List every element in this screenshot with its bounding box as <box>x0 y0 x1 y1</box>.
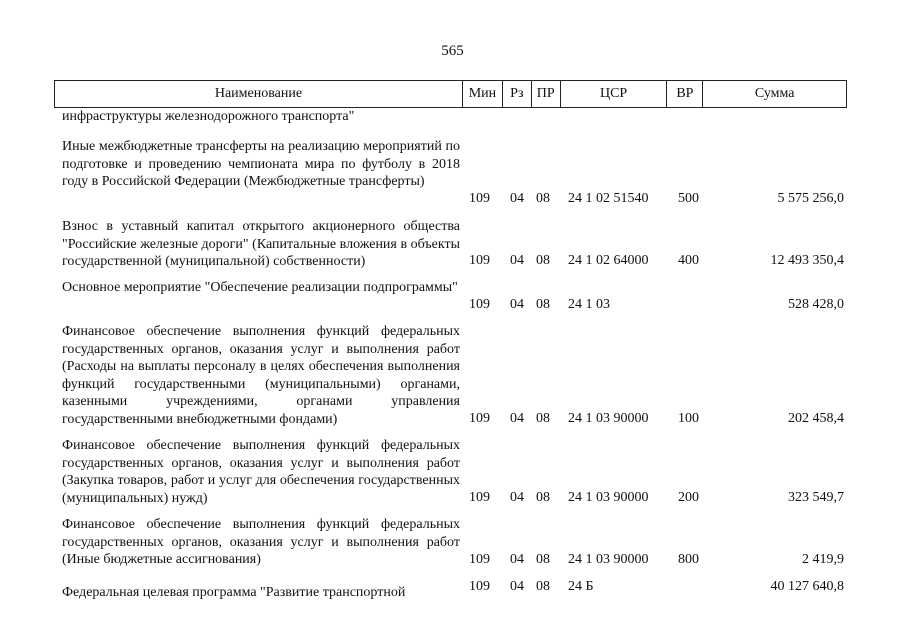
table-header <box>54 80 847 108</box>
row-csr: 24 1 02 51540 <box>568 191 649 206</box>
row-pr: 08 <box>536 579 550 594</box>
row-name: инфраструктуры железнодорожного транспорта" <box>62 109 355 124</box>
row-sum: 528 428,0 <box>788 297 844 312</box>
row-csr: 24 1 02 64000 <box>568 253 649 268</box>
row-min: 109 <box>469 490 490 505</box>
row-rz: 04 <box>510 411 524 426</box>
row-pr: 08 <box>536 253 550 268</box>
row-name: Взнос в уставный капитал открытого акционерного общества "Российские железные дороги" (Капитальные вложения в объекты государственной (муниципальной) собственности) <box>62 219 460 269</box>
page-number: 565 <box>441 43 464 59</box>
row-csr: 24 1 03 90000 <box>568 411 649 426</box>
header-sum: Сумма <box>754 86 795 101</box>
row-vr: 500 <box>678 191 699 206</box>
row-rz: 04 <box>510 191 524 206</box>
row-rz: 04 <box>510 490 524 505</box>
row-min: 109 <box>469 253 490 268</box>
row-rz: 04 <box>510 579 524 594</box>
row-name: Финансовое обеспечение выполнения функций федеральных государственных органов, оказания услуг и выполнения работ (Иные бюджетные ассигнования) <box>62 517 460 567</box>
header-vr: ВР <box>667 81 703 107</box>
row-csr: 24 1 03 90000 <box>568 490 649 505</box>
row-vr: 200 <box>678 490 699 505</box>
row-name: Федеральная целевая программа "Развитие транспортной <box>62 585 406 600</box>
header-name: Наименование <box>55 81 463 107</box>
row-pr: 08 <box>536 191 550 206</box>
row-sum: 323 549,7 <box>788 490 844 505</box>
row-pr: 08 <box>536 411 550 426</box>
row-min: 109 <box>469 552 490 567</box>
row-min: 109 <box>469 297 490 312</box>
header-rz: Рз <box>503 81 532 107</box>
row-rz: 04 <box>510 297 524 312</box>
row-name: Финансовое обеспечение выполнения функций федеральных государственных органов, оказания услуг и выполнения работ (Расходы на выплаты персоналу в целях обеспечения выполнения функций государственными (муниципальными) органами, казенными учреждениями, органами управления государственными внебюджетными фондами) <box>62 324 460 427</box>
row-rz: 04 <box>510 253 524 268</box>
row-name: Иные межбюджетные трансферты на реализацию мероприятий по подготовке и проведению чемпионата мира по футболу в 2018 году в Российской Федерации (Межбюджетные трансферты) <box>62 139 460 189</box>
row-rz: 04 <box>510 552 524 567</box>
row-vr: 100 <box>678 411 699 426</box>
header-min: Мин <box>463 81 503 107</box>
row-pr: 08 <box>536 490 550 505</box>
row-sum: 40 127 640,8 <box>770 579 844 594</box>
row-sum: 12 493 350,4 <box>770 253 844 268</box>
row-sum: 202 458,4 <box>788 411 844 426</box>
row-sum: 5 575 256,0 <box>777 191 844 206</box>
row-pr: 08 <box>536 552 550 567</box>
header-csr: ЦСР <box>561 81 668 107</box>
header-pr: ПР <box>532 81 561 107</box>
row-min: 109 <box>469 191 490 206</box>
row-vr: 800 <box>678 552 699 567</box>
row-csr: 24 Б <box>568 579 594 594</box>
row-csr: 24 1 03 <box>568 297 610 312</box>
row-vr: 400 <box>678 253 699 268</box>
row-name: Основное мероприятие "Обеспечение реализации подпрограммы" <box>62 280 458 295</box>
row-min: 109 <box>469 411 490 426</box>
row-sum: 2 419,9 <box>802 552 844 567</box>
row-pr: 08 <box>536 297 550 312</box>
row-name: Финансовое обеспечение выполнения функций федеральных государственных органов, оказания услуг и выполнения работ (Закупка товаров, работ и услуг для обеспечения государственных (муниципальных) нужд) <box>62 438 460 506</box>
row-csr: 24 1 03 90000 <box>568 552 649 567</box>
row-min: 109 <box>469 579 490 594</box>
